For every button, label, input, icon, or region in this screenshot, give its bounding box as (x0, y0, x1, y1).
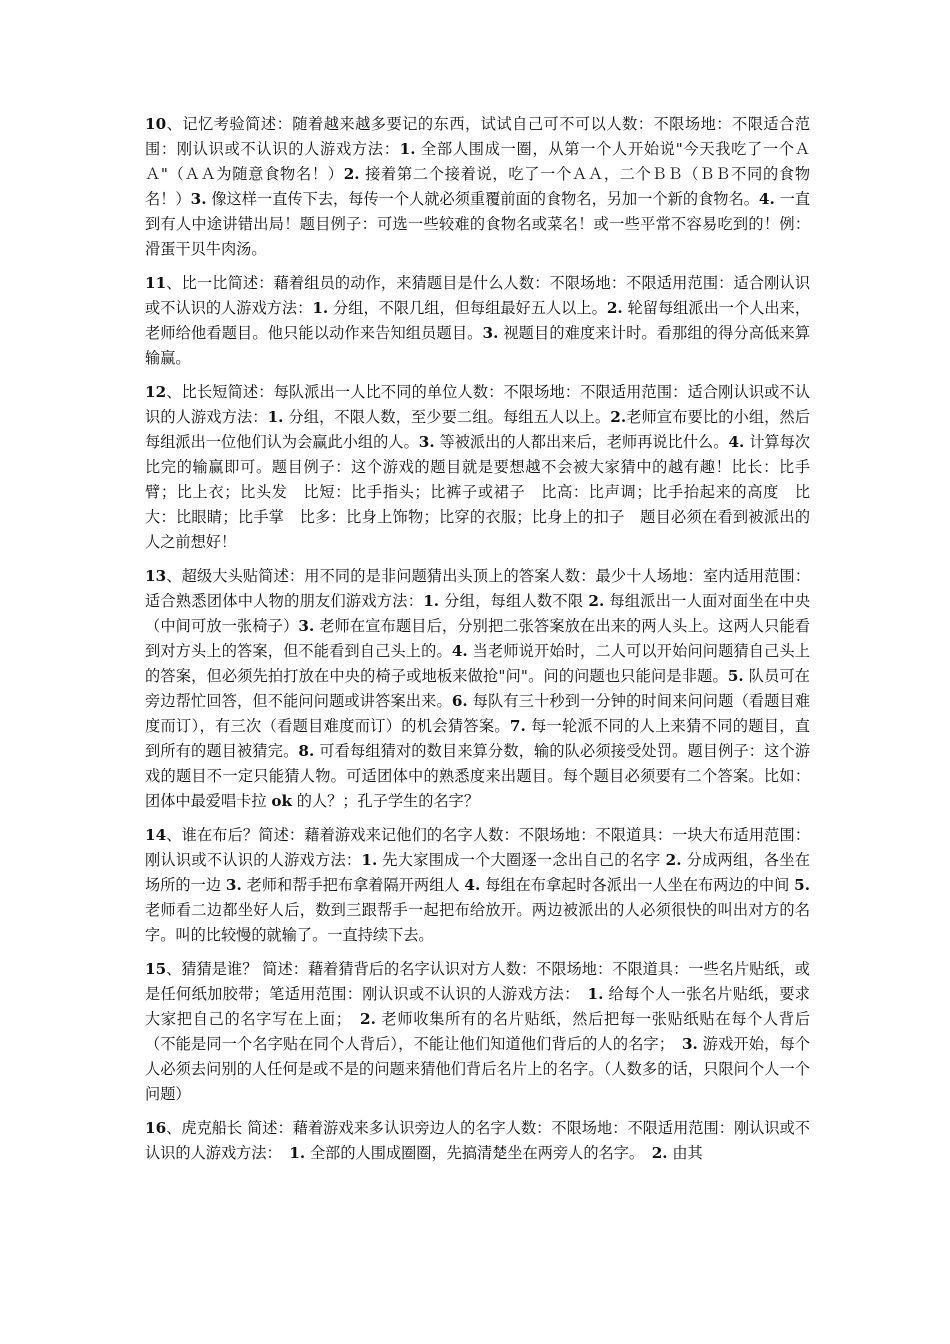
step-number: 1. (361, 851, 378, 869)
step-number: 1. (423, 592, 440, 610)
step-number: 1. (587, 985, 604, 1003)
paragraph-text: 每组在布拿起时各派出一人坐在布两边的中间 (480, 876, 795, 894)
step-number: 3. (190, 190, 207, 208)
step-number: 6. (451, 692, 468, 710)
step-number: 5. (794, 876, 811, 894)
step-number: 1. (289, 1144, 306, 1162)
paragraph-text: 像这样一直传下去，每传一个人就必须重覆前面的食物名，另加一个新的食物名。 (206, 190, 759, 208)
step-number: 2. (343, 165, 360, 183)
game-number: 10 (145, 115, 167, 133)
paragraph-text: 一直到有人中途讲错出局！题目例子：可选一些较难的食物名或菜名！或一些平常不容易吃到的！例：滑蛋干贝牛肉汤。 (145, 190, 811, 258)
step-number: 3. (681, 1035, 698, 1053)
paragraph-text: 可看每组猜对的数目来算分数，输的队必须接受处罚。题目例子：这个游戏的题目不一定只能猜人物。可适团体中的熟悉度来出题目。每个题目必须要有二个答案。比如：团体中最爱唱卡拉 (145, 742, 811, 810)
step-number: 8. (298, 742, 315, 760)
step-number: 2. (665, 851, 682, 869)
paragraph-text: 老师收集所有的名片贴纸，然后把每一张贴纸贴在每个人背后（不能是同一个名字贴在同个人背后），不能让他们知道他们背后的人的名字； (145, 1010, 811, 1053)
step-number: 3. (418, 433, 435, 451)
game-number: 14 (145, 826, 167, 844)
paragraph-text: 、比一比简述：藉着组员的动作，来猜题目是什么人数：不限场地：不限适用范围：适合刚认识或不认识的人游戏方法： (145, 274, 810, 317)
paragraph-text: 分组，不限人数，至少要二组。每组五人以上。 (283, 408, 611, 426)
game-paragraph (145, 957, 810, 1107)
paragraph-text: 、虎克船长 简述：藉着游戏来多认识旁边人的名字人数：不限场地：不限适用范围：刚认识或不认识的人游戏方法： (145, 1119, 810, 1162)
paragraph-text: 的人？；孔子学生的名字？ (291, 792, 480, 810)
paragraph-text: 、超级大头贴简述：用不同的是非问题猜出头顶上的答案人数：最少十人场地：室内适用范围：适合熟悉团体中人物的朋友们游戏方法： (145, 567, 810, 610)
step-number: 5. (727, 667, 744, 685)
paragraph-text: 给每个人一张名片贴纸，要求大家把自己的名字写在上面； (145, 985, 810, 1028)
step-number: 1. (312, 299, 329, 317)
step-number: 4. (451, 642, 468, 660)
paragraph-text: 、比长短简述：每队派出一人比不同的单位人数：不限场地：不限适用范围：适合刚认识或不认识的人游戏方法： (145, 383, 810, 426)
paragraph-text: 队员可在旁边帮忙回答，但不能问问题或讲答案出来。 (145, 667, 810, 710)
paragraph-text: 分组，不限几组，但每组最好五人以上。 (328, 299, 607, 317)
paragraph-text: 老师宣布要比的小组，然后每组派出一位他们认为会赢此小组的人。 (145, 408, 811, 451)
paragraph-text: 轮留每组派出一个人出来，老师给他看题目。他只能以动作来告知组员题目。 (145, 299, 811, 342)
paragraph-text: 全部的人围成圈圈，先搞清楚坐在两旁人的名字。 (305, 1144, 652, 1162)
game-number: 16 (145, 1119, 167, 1137)
paragraph-text: 视题目的难度来计时。看那组的得分高低来算输赢。 (145, 324, 811, 367)
step-number: 1. (399, 140, 416, 158)
paragraph-text: 老师和帮手把布拿着隔开两组人 (241, 876, 465, 894)
paragraph-text: 分成两组，各坐在场所的一边 (145, 851, 811, 894)
paragraph-text: 老师在宣布题目后，分别把二张答案放在出来的两人头上。这两人只能看到对方头上的答案，但不能看到自己头上的。 (145, 617, 811, 660)
game-number: 12 (145, 383, 167, 401)
game-number: 13 (145, 567, 167, 585)
paragraph-text: 老师看二边都坐好人后，数到三跟帮手一起把布给放开。两边被派出的人必须很快的叫出对方的名字。叫的比较慢的就输了。一直持续下去。 (145, 901, 810, 944)
game-paragraph (145, 112, 810, 262)
game-number: 11 (145, 274, 167, 292)
step-number: ok (271, 792, 292, 810)
paragraph-text: 每队有三十秒到一分钟的时间来问问题（看题目难度而订），有三次（看题目难度而订）的机会猜答案。 (145, 692, 811, 735)
game-paragraph (145, 1116, 810, 1166)
paragraph-text: 由其 (667, 1144, 703, 1162)
paragraph-text: 游戏开始，每个人必须去问别的人任何是或不是的问题来猜他们背后名片上的名字。（人数多的话，只限问个人一个问题） (145, 1035, 811, 1103)
step-number: 7. (509, 717, 526, 735)
game-paragraph (145, 271, 810, 371)
step-number: 3. (298, 617, 315, 635)
paragraph-text: 、谁在布后？简述：藉着游戏来记他们的名字人数：不限场地：不限道具：一块大布适用范围：刚认识或不认识的人游戏方法： (145, 826, 810, 869)
paragraph-text: 当老师说开始时，二人可以开始问问题猜自己头上的答案，但必须先拍打放在中央的椅子或地板来做抢"问"。问的问题也只能问是非题。 (145, 642, 811, 685)
paragraph-text: 先大家围成一个大圈逐一念出自己的名字 (377, 851, 666, 869)
game-paragraph (145, 823, 810, 948)
paragraph-text: 计算每次比完的输赢即可。题目例子：这个游戏的题目就是要想越不会被大家猜中的越有趣！比长：比手臂；比上衣；比头发 比短：比手指头；比裤子或裙子 比高：比声调；比手抬起来的高度 比大：比眼睛；比手掌 比多：比身上饰物；比穿的衣服；比身上的扣子 题目必须在看到被派出的人之前想好！ (145, 433, 811, 551)
step-number: 2. (360, 1010, 376, 1028)
step-number: 3. (225, 876, 242, 894)
paragraph-text: 接着第二个接着说，吃了一个ＡＡ，二个ＢＢ（ＢＢ不同的食物名！） (145, 165, 810, 208)
step-number: 2. (610, 408, 627, 426)
paragraph-text: 每一轮派不同的人上来猜不同的题目，直到所有的题目被猜完。 (145, 717, 810, 760)
step-number: 1. (267, 408, 284, 426)
step-number: 4. (758, 190, 775, 208)
paragraph-text: 等被派出的人都出来后，老师再说比什么。 (434, 433, 729, 451)
paragraph-text: 分组，每组人数不限 (439, 592, 589, 610)
step-number: 2. (651, 1144, 668, 1162)
step-number: 4. (464, 876, 481, 894)
paragraph-text: 、猜猜是谁？ 简述：藉着猜背后的名字认识对方人数：不限场地：不限道具：一些名片贴纸，或是任何纸加胶带；笔适用范围：刚认识或不认识的人游戏方法： (145, 960, 810, 1003)
paragraph-text: 、记忆考验简述：随着越来越多要记的东西，试试自己可不可以人数：不限场地：不限适合范围：刚认识或不认识的人游戏方法： (145, 115, 810, 158)
step-number: 4. (728, 433, 745, 451)
step-number: 2. (606, 299, 623, 317)
document-body (145, 112, 810, 1175)
paragraph-text: 每组派出一人面对面坐在中央（中间可放一张椅子） (145, 592, 811, 635)
step-number: 3. (482, 324, 499, 342)
step-number: 2. (588, 592, 605, 610)
game-number: 15 (145, 960, 167, 978)
game-paragraph (145, 380, 810, 555)
paragraph-text: 全部人围成一圈，从第一个人开始说"今天我吃了一个ＡＡ"（ＡＡ为随意食物名！） (145, 140, 810, 183)
game-paragraph (145, 564, 810, 814)
